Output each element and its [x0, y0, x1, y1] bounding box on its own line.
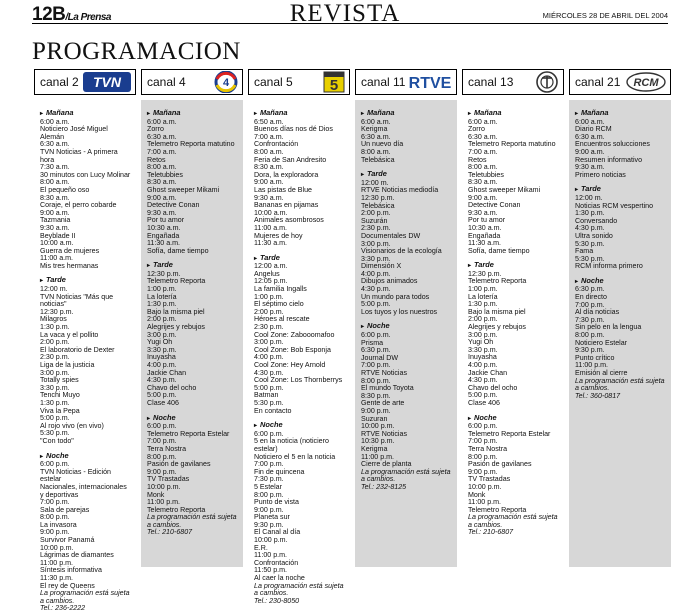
- block-heading: ▸ Mañana: [361, 109, 453, 119]
- block-listings: 12:30 p.m. Telemetro Reporta 1:00 p.m. La lotería 1:30 p.m. Bajo la misma piel 2:00 p.m. Alegrijes y rebujos 3:00 p.m. Yugi Oh 3:30 p.m. Inuyasha 4:00 p.m. Jackie Chan 4:30 p.m. Chavo del ocho 5:00 p.m. Clase 406: [468, 269, 527, 407]
- program-grid: [34, 69, 670, 613]
- channel-column-canal-4: [141, 69, 243, 567]
- channel-phone: Tel.: 236-2222: [40, 604, 86, 613]
- block-listings: 6:00 a.m. Zorro 6:30 a.m. Telemetro Reporta matutino 7:00 a.m. Retos 8:00 a.m. Teletubbies 8:30 a.m. Ghost sweeper Mikami 9:00 a.m. Detective Conan 9:30 a.m. Por tu amor 10:30 a.m. Engañada 11:30 a.m. Sofía, dame tiempo: [468, 117, 556, 255]
- channel-column-canal-21: [569, 69, 671, 567]
- block-listings: 6:00 p.m. 5 en la noticia (noticiero estelar) Noticiero el 5 en la noticia 7:00 p.m. Fin de quincena 7:30 p.m. 5 Estelar 8:00 p.m. Punto de vista 9:00 p.m. Planeta sur 9:30 p.m. El Canal al día 10:00 p.m. E.R. 11:00 p.m. Confrontación 11:50 p.m. Al caer la noche: [254, 429, 336, 583]
- channel-column-canal-11: [355, 69, 457, 567]
- schedule-list: [34, 100, 136, 613]
- block-listings: 12:00 m. Noticias RCM vespertino 1:30 p.m. Conversando 4:30 p.m. Ultra sonido 5:30 p.m. Fama 5:30 p.m. RCM informa primero: [575, 193, 654, 271]
- schedule-block-morning: [147, 109, 239, 255]
- channel-column-canal-2: [34, 69, 136, 613]
- block-listings: 6:30 p.m. En directo 7:00 p.m. Al día noticias 7:30 p.m. Sin pelo en la lengua 8:00 p.m. Noticiero Estelar 9:30 p.m. Punto crítico 11:00 p.m. Emisión al cierre: [575, 285, 642, 377]
- schedule-note: La programación está sujeta a cambios.: [40, 589, 130, 605]
- schedule-block-morning: [40, 109, 132, 270]
- channel-label: canal 13: [468, 75, 514, 89]
- block-listings: 6:00 p.m. Prisma 6:30 p.m. Journal DW 7:00 p.m. RTVE Noticias 8:00 p.m. El mundo Toyota 8:30 p.m. Gente de arte 9:00 p.m. Suzuran 10:00 p.m. RTVE Noticias 10:30 p.m. Kerigma 11:00 p.m. Cierre de planta: [361, 331, 414, 469]
- canal5-logo: [323, 72, 345, 92]
- block-heading: ▸ Noche: [575, 277, 667, 287]
- block-heading: ▸ Mañana: [40, 109, 132, 119]
- channel-label: canal 11: [361, 75, 406, 89]
- block-listings: 6:50 a.m. Buenos días nos dé Dios 7:00 a.m. Confrontación 8:00 a.m. Feria de San Andresito 8:30 a.m. Dora, la exploradora 9:00 a.m. Las pistas de Blue 9:30 a.m. Bananas en pijamas 10:00 a.m. Animales asombrosos 11:00 a.m. Mujeres de hoy 11:30 a.m.: [254, 117, 333, 248]
- schedule-block-afternoon: [468, 261, 560, 407]
- block-listings: 6:00 a.m. Diario RCM 6:30 a.m. Encuentros solucciones 9:00 a.m. Resumen informativo 9:30 a.m. Primero noticias: [575, 117, 650, 179]
- schedule-block-night: [40, 452, 132, 591]
- channel-column-canal-13: [462, 69, 564, 567]
- channel-header: [462, 69, 564, 95]
- svg-text:RTVE: RTVE: [408, 75, 452, 92]
- channel-header: [141, 69, 243, 95]
- svg-text:5: 5: [329, 77, 339, 93]
- block-listings: 12:30 p.m. Telemetro Reporta 1:00 p.m. La lotería 1:30 p.m. Bajo la misma piel 2:00 p.m. Alegrijes y rebujos 3:00 p.m. Yugi Oh 3:30 p.m. Inuyasha 4:00 p.m. Jackie Chan 4:30 p.m. Chavo del ocho 5:00 p.m. Clase 406: [147, 269, 206, 407]
- schedule-list: [248, 100, 350, 605]
- block-listings: 6:00 p.m. TVN Noticias - Edición estelar Nacionales, internacionales y deportivas 7:00 p.m. Sala de parejas 8:00 p.m. La invasora 9:00 p.m. Survivor Panamá 10:00 p.m. Lágrimas de diamantes 11:00 p.m. Síntesis informativa 11:30 p.m. El rey de Queens: [40, 460, 127, 590]
- schedule-block-morning: [361, 109, 453, 164]
- schedule-block-afternoon: [147, 261, 239, 407]
- section-title: REVISTA: [289, 0, 401, 27]
- block-heading: ▸ Noche: [254, 421, 346, 431]
- rcm-logo: [626, 72, 666, 92]
- channel-header: [34, 69, 136, 95]
- telemetro-logo: [214, 72, 238, 92]
- channel-phone: Tel.: 232-8125: [361, 482, 407, 491]
- block-heading: ▸ Tarde: [40, 276, 132, 286]
- block-heading: ▸ Noche: [361, 322, 453, 332]
- svg-text:TVN: TVN: [93, 74, 121, 90]
- schedule-list: [141, 100, 243, 567]
- schedule-block-afternoon: [254, 254, 346, 415]
- header-rule: [32, 23, 668, 24]
- schedule-note: La programación está sujeta a cambios.: [361, 467, 451, 484]
- block-heading: ▸ Mañana: [468, 109, 560, 119]
- schedule-block-morning: [254, 109, 346, 248]
- schedule-note: La programación está sujeta a cambios.: [254, 581, 344, 598]
- schedule-block-night: [575, 277, 667, 378]
- canal13-logo: [535, 72, 559, 92]
- svg-text:4: 4: [222, 77, 230, 89]
- channel-phone: Tel.: 230-8050: [254, 596, 300, 605]
- page-number: 12B/La Prensa: [32, 4, 111, 25]
- schedule-block-afternoon: [361, 170, 453, 316]
- schedule-block-night: [147, 414, 239, 515]
- block-listings: 12:00 m. TVN Noticias "Más que noticias" 12:30 p.m. Milagros 1:30 p.m. La vaca y el pollito 2:00 p.m. El laboratorio de Dexter 2:30 p.m. Liga de la justicia 3:00 p.m. Totally spies 3:30 p.m. Tenchi Muyo 1:30 p.m. Viva la Pepa 5:00 p.m. Al rojo vivo (en vivo) 5:30 p.m. "Con todo": [40, 285, 115, 445]
- block-heading: ▸ Tarde: [468, 261, 560, 271]
- block-listings: 6:00 a.m. Kerigma 6:30 a.m. Un nuevo día 8:00 a.m. Telebásica: [361, 117, 404, 164]
- channel-phone: Tel.: 210-6807: [147, 528, 193, 537]
- channel-column-canal-5: [248, 69, 350, 605]
- block-heading: ▸ Noche: [468, 414, 560, 424]
- block-listings: 6:00 p.m. Telemetro Reporta Estelar 7:00 p.m. Terra Nostra 8:00 p.m. Pasión de gavilanes 9:00 p.m. TV Trastadas 10:00 p.m. Monk 11:00 p.m. Telemetro Reporta: [468, 422, 551, 514]
- channel-label: canal 2: [40, 75, 79, 89]
- publication-date: MIÉRCOLES 28 DE ABRIL DEL 2004: [542, 11, 668, 20]
- block-heading: ▸ Mañana: [254, 109, 346, 119]
- block-heading: ▸ Mañana: [147, 109, 239, 119]
- schedule-note: La programación está sujeta a cambios.: [468, 513, 558, 529]
- tvn-logo: [83, 72, 131, 92]
- block-listings: 12:00 a.m. Angelus 12:05 p.m. La familia Ingalls 1:00 p.m. El séptimo cielo 2:00 p.m. Héroes al rescate 2:30 p.m. Cool Zone: Zabooomafoo 3:00 p.m. Cool Zone: Bob Esponja 4:00 p.m. Cool Zone: Hey Arnold 4:30 p.m. Cool Zone: Los Thornberrys 5:00 p.m. Batman 5:30 p.m. En contacto: [254, 262, 343, 415]
- schedule-block-morning: [575, 109, 667, 179]
- svg-text:RCM: RCM: [633, 77, 659, 89]
- newspaper-name: /La Prensa: [65, 12, 111, 23]
- channel-phone: Tel.: 360-0817: [575, 391, 621, 400]
- block-heading: ▸ Tarde: [254, 254, 346, 264]
- channel-header: [355, 69, 457, 95]
- schedule-block-night: [361, 322, 453, 468]
- block-heading: ▸ Tarde: [361, 170, 453, 180]
- page-header: [0, 0, 690, 28]
- schedule-block-night: [254, 421, 346, 582]
- block-listings: 6:00 a.m. Noticiero José Miguel Alemán 6:30 a.m. TVN Noticias - A primera hora 7:30 a.m. 30 minutos con Lucy Molinar 8:00 a.m. El pequeño oso 8:30 a.m. Coraje, el perro cobarde 9:00 a.m. Tazmania 9:30 a.m. Beyblade II 10:00 a.m. Guerra de mujeres 11:00 a.m. Mis tres hermanas: [40, 117, 131, 270]
- block-heading: ▸ Mañana: [575, 109, 667, 119]
- schedule-block-night: [468, 414, 560, 515]
- rtve-logo: [408, 72, 452, 92]
- block-heading: ▸ Noche: [40, 452, 132, 462]
- schedule-block-afternoon: [40, 276, 132, 445]
- schedule-list: [355, 100, 457, 567]
- schedule-block-afternoon: [575, 185, 667, 271]
- block-heading: ▸ Noche: [147, 414, 239, 424]
- channel-header: [569, 69, 671, 95]
- block-heading: ▸ Tarde: [147, 261, 239, 271]
- channel-label: canal 21: [575, 75, 621, 89]
- block-listings: 12:00 m. RTVE Noticias mediodía 12:30 p.m. Telebásica 2:00 p.m. Suzurán 2:30 p.m. Documentales DW 3:00 p.m. Visionarios de la ecología 3:30 p.m. Dimensión X 4:00 p.m. Dibujos animados 4:30 p.m. Un mundo para todos 5:00 p.m. Los tuyos y los nuestros: [361, 178, 442, 316]
- block-listings: 6:00 a.m. Zorro 6:30 a.m. Telemetro Reporta matutino 7:00 a.m. Retos 8:00 a.m. Teletubbies 8:30 a.m. Ghost sweeper Mikami 9:00 a.m. Detective Conan 9:30 a.m. Por tu amor 10:30 a.m. Engañada 11:30 a.m. Sofía, dame tiempo: [147, 117, 235, 255]
- channel-label: canal 4: [147, 75, 186, 89]
- channel-phone: Tel.: 210-6807: [468, 528, 514, 537]
- channel-header: [248, 69, 350, 95]
- schedule-note: La programación está sujeta a cambios.: [147, 513, 237, 529]
- schedule-block-morning: [468, 109, 560, 255]
- page-title: PROGRAMACION: [32, 38, 241, 65]
- schedule-list: [569, 100, 671, 567]
- schedule-note: La programación está sujeta a cambios.: [575, 376, 665, 393]
- schedule-list: [462, 100, 564, 567]
- block-heading: ▸ Tarde: [575, 185, 667, 195]
- channel-label: canal 5: [254, 75, 293, 89]
- block-listings: 6:00 p.m. Telemetro Reporta Estelar 7:00 p.m. Terra Nostra 8:00 p.m. Pasión de gavilanes 9:00 p.m. TV Trastadas 10:00 p.m. Monk 11:00 p.m. Telemetro Reporta: [147, 422, 230, 514]
